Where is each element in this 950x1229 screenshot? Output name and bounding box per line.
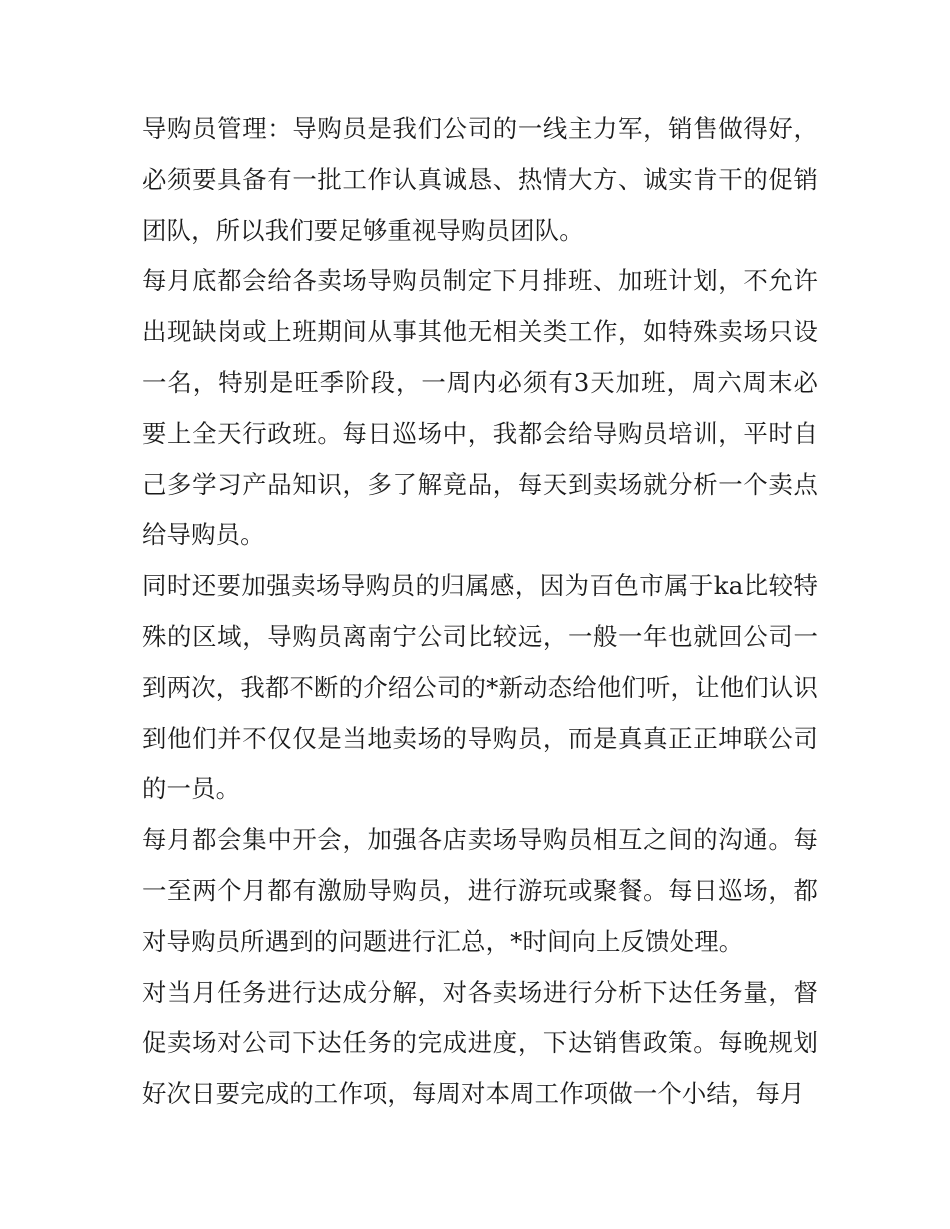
- document-body: [142, 104, 818, 1120]
- paragraph-meetings-incentives: 每月都会集中开会，加强各店卖场导购员相互之间的沟通。每一至两个月都有激励导购员，进行游玩或聚餐。每日巡场，都对导购员所遇到的问题进行汇总，*时间向上反馈处理。: [142, 825, 818, 956]
- paragraph-scheduling-training: 每月底都会给各卖场导购员制定下月排班、加班计划，不允许出现缺岗或上班期间从事其他无相关类工作，如特殊卖场只设一名，特别是旺季阶段，一周内必须有3天加班，周六周末必要上全天行政班。每日巡场中，我都会给导购员培训，平时自己多学习产品知识，多了解竟品，每天到卖场就分析一个卖点给导购员。: [142, 266, 818, 550]
- paragraph-sense-of-belonging: 同时还要加强卖场导购员的归属感，因为百色市属于ka比较特殊的区域，导购员离南宁公司比较远，一般一年也就回公司一到两次，我都不断的介绍公司的*新动态给他们听，让他们认识到他们并不仅仅是当地卖场的导购员，而是真真正正坤联公司的一员。: [142, 571, 818, 804]
- paragraph-task-breakdown: 对当月任务进行达成分解，对各卖场进行分析下达任务量，督促卖场对公司下达任务的完成进度，下达销售政策。每晚规划好次日要完成的工作项，每周对本周工作项做一个小结，每月: [142, 977, 818, 1109]
- paragraph-salesperson-management: 导购员管理：导购员是我们公司的一线主力军，销售做得好，必须要具备有一批工作认真诚恳、热情大方、诚实肯干的促销团队，所以我们要足够重视导购员团队。: [142, 114, 818, 245]
